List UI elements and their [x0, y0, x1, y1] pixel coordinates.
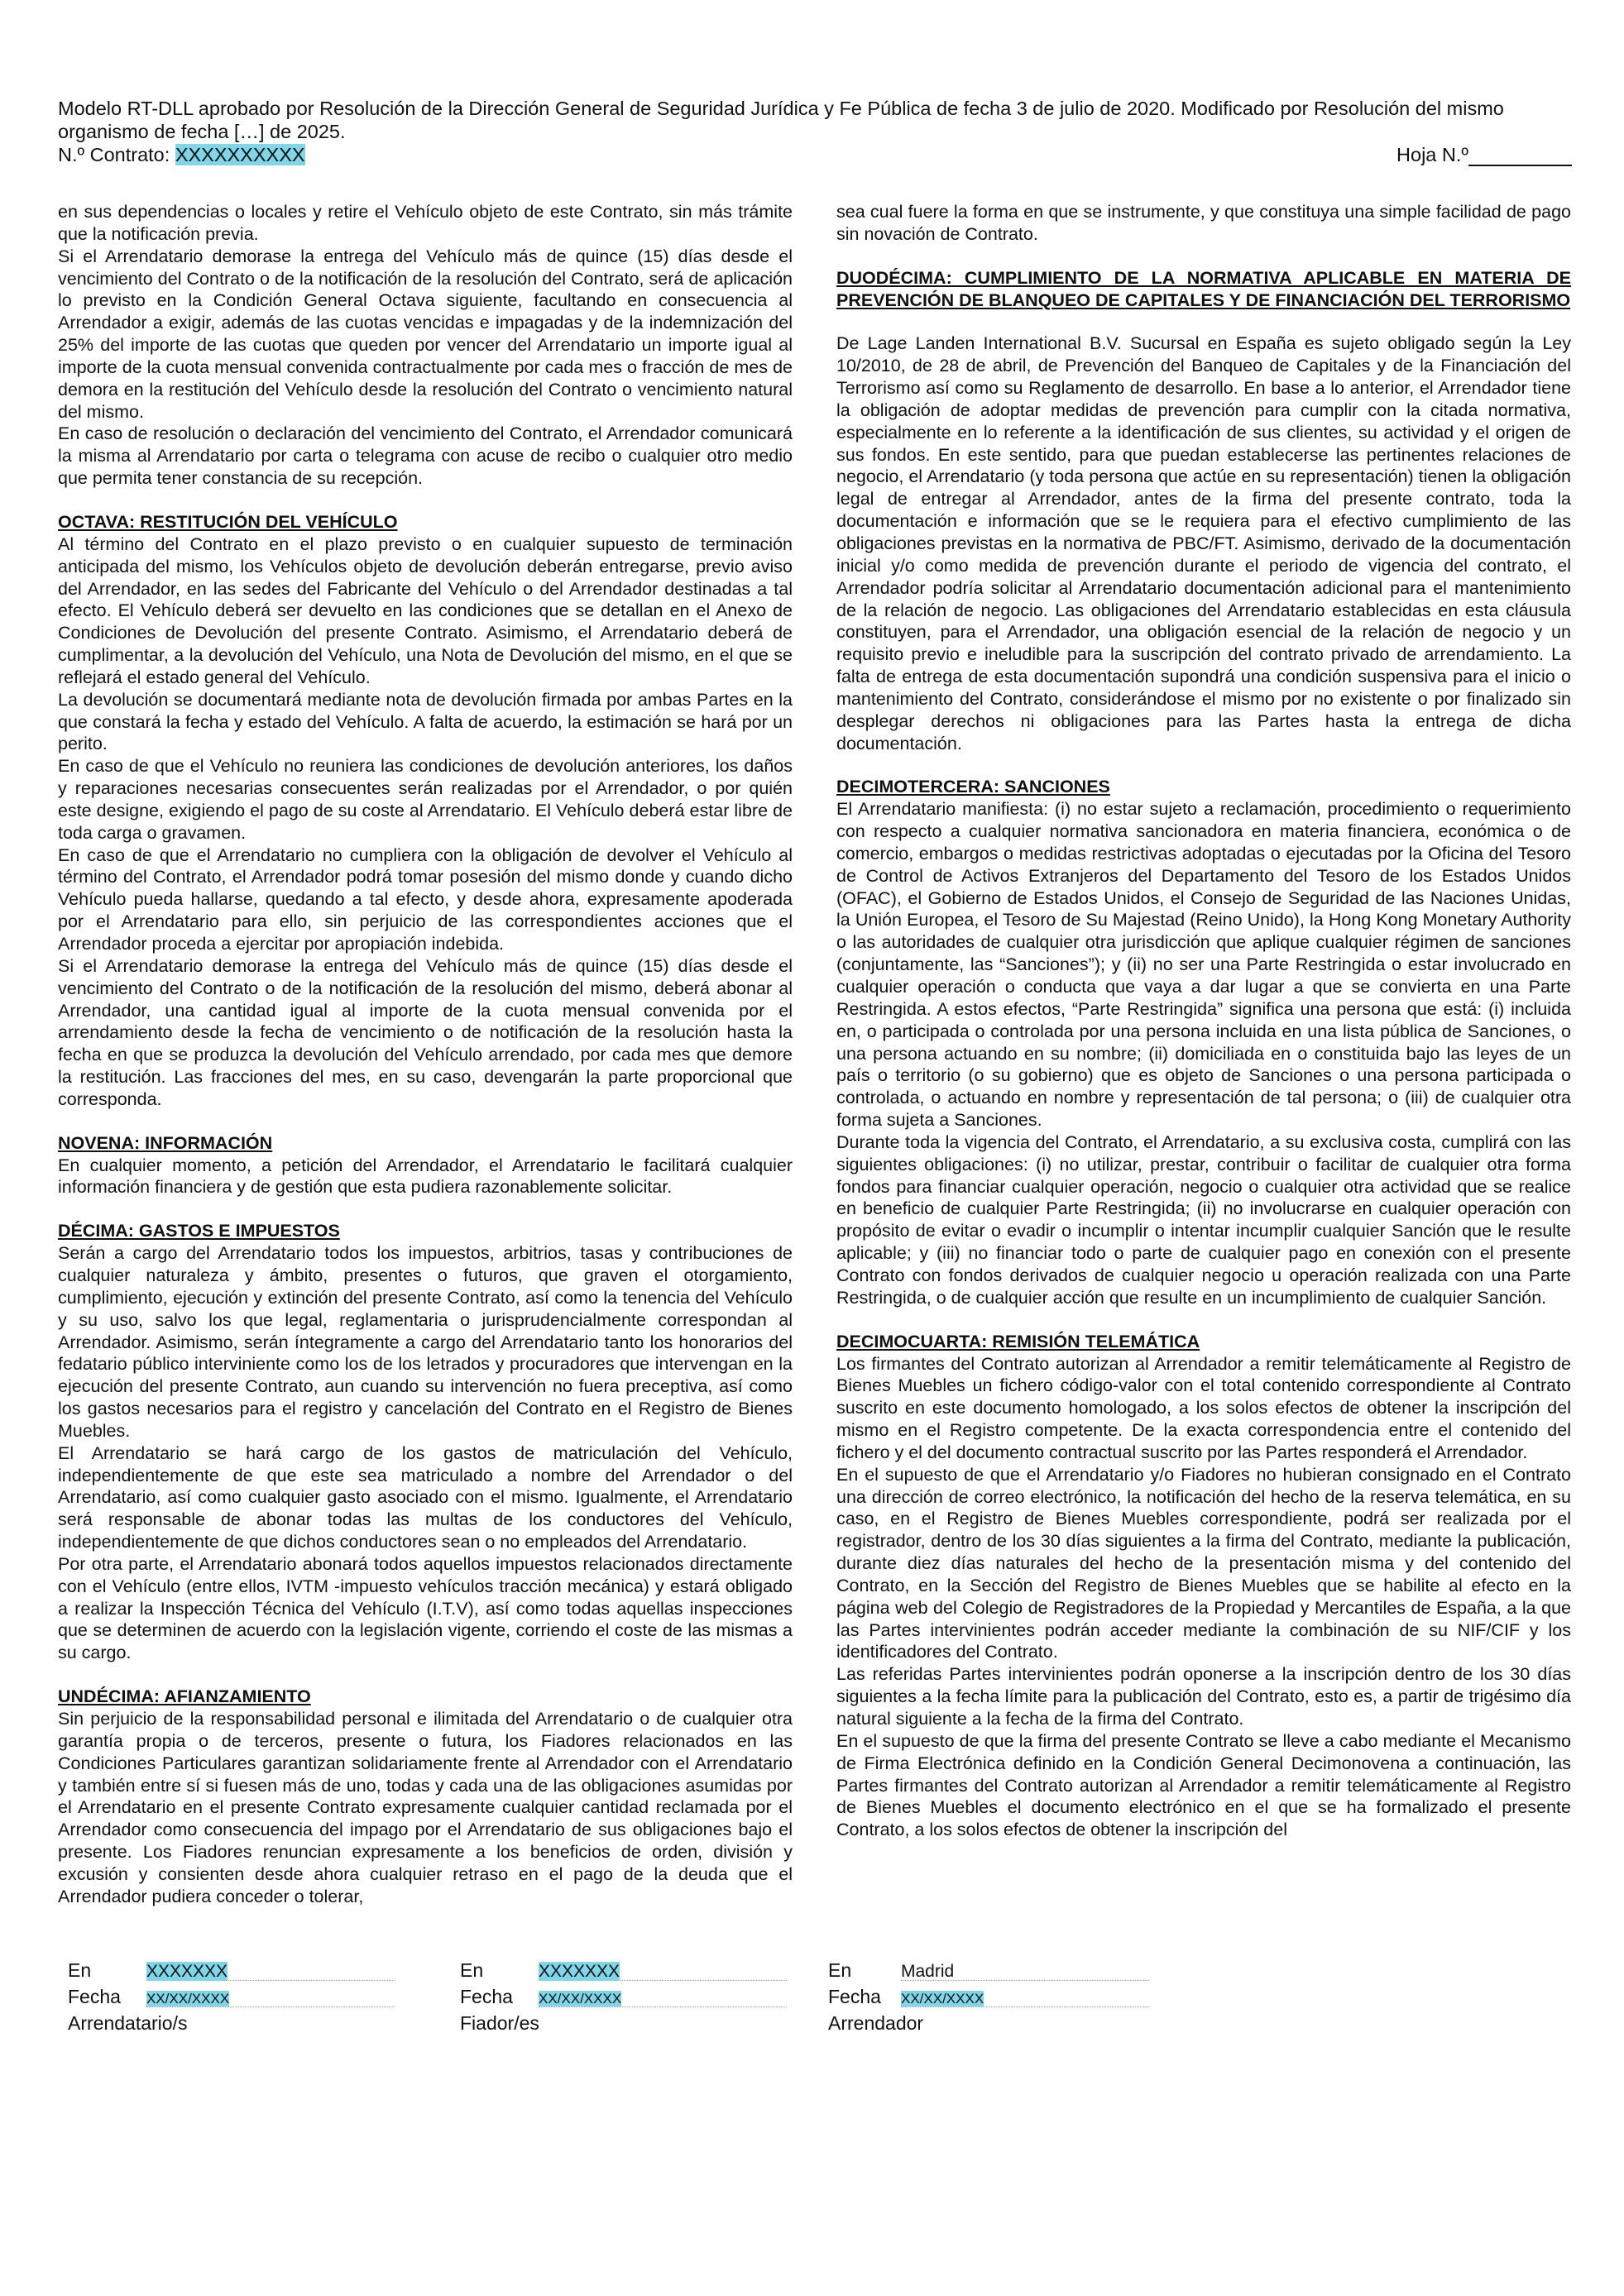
- place-field[interactable]: [539, 1957, 787, 1981]
- date-field[interactable]: [146, 1983, 395, 2007]
- paragraph: Si el Arrendatario demorase la entrega del Vehículo más de quince (15) días desde el vencimiento del Contrato o de la notificación de la resolución del Contrato, será de aplicación lo previsto en la Condición General Octava siguiente, facultando en consecuencia al Arrendador a exigir, además de las cuotas vencidas e impagadas y de la indemnización del 25% del importe de las cuotas que queden por vencer del Arrendatario un importe igual al importe de la cuota mensual convenida contractualmente por cada mes o fracción de mes de demora en la restitución del Vehículo desde la resolución del Contrato o vencimiento natural del mismo.: [58, 246, 793, 422]
- paragraph: Durante toda la vigencia del Contrato, el Arrendatario, a su exclusiva costa, cumplirá con las siguientes obligaciones: (i) no utilizar, prestar, contribuir o facilitar de cualquier otra forma fondos para financiar cualquier operación, negocio o cualquier otra actividad que se realice en beneficio de cualquier Parte Restringida; (ii) no involucrarse en cualquier operación con propósito de evitar o evadir o incumplir o intentar incumplir cualquier Sanción que le resulte aplicable; y (iii) no financiar todo o parte de cualquier pago en conexión con el presente Contrato con fondos derivados de cualquier negocio u operación realizada con una Parte Restringida, o de cualquier acción que resulte en un incumplimiento de cualquier Sanción.: [836, 1131, 1571, 1308]
- paragraph: Sin perjuicio de la responsabilidad personal e ilimitada del Arrendatario o de cualquier otra garantía propia o de terceros, presente o futura, los Fiadores relacionados en las Condiciones Particulares garantizan solidariamente frente al Arrendador con el Arrendatario y también entre sí si fuesen más de uno, todas y cada una de las obligaciones asumidas por el Arrendatario en el presente Contrato expresamente cualquier cantidad reclamada por el Arrendador como consecuencia del impago por el Arrendatario de sus obligaciones bajo el presente. Los Fiadores renuncian expresamente a los beneficios de orden, división y excusión y consienten desde ahora cualquier retraso en el pago de la deuda que el Arrendador pudiera conceder o tolerar,: [58, 1709, 793, 1906]
- paragraph: La devolución se documentará mediante nota de devolución firmada por ambas Partes en la que constará la fecha y estado del Vehículo. A falta de acuerdo, la estimación se hará por un perito.: [58, 689, 793, 754]
- model-approval-text: Modelo RT-DLL aprobado por Resolución de la Dirección General de Seguridad Jurídica y Fe Pública de fecha 3 de julio de 2020. Modificado por Resolución del mismo organismo de fecha […] de 2025.: [58, 98, 1504, 142]
- contract-line: [58, 143, 1572, 166]
- place-label: En: [460, 1959, 484, 1981]
- section-heading-decima: DÉCIMA: GASTOS E IMPUESTOS: [58, 1221, 340, 1241]
- place-field[interactable]: [901, 1957, 1149, 1981]
- paragraph: En caso de que el Vehículo no reuniera las condiciones de devolución anteriores, los daños y reparaciones necesarias consecuentes serán realizadas por el Arrendador, o por quién este designe, exigiendo el pago de su coste al Arrendatario. El Vehículo deberá estar libre de toda carga o gravamen.: [58, 756, 793, 843]
- place-value: XXXXXXX: [146, 1962, 228, 1981]
- section-heading-novena: NOVENA: INFORMACIÓN: [58, 1132, 273, 1153]
- paragraph: En el supuesto de que el Arrendatario y/o Fiadores no hubieran consignado en el Contrato una dirección de correo electrónico, la notificación del hecho de la reserva telemática, en su caso, en el Registro de Bienes Muebles correspondiente, podrá ser realizada por el registrador, dentro de los 30 días siguientes a la firma del Contrato, mediante la publicación, durante diez días naturales del hecho de la presentación misma y del contenido del Contrato, en la Sección del Registro de Bienes Muebles que se habilite al efecto en la página web del Colegio de Registradores de la Propiedad y Mercantiles de España, a la que las Partes intervinientes podrán acceder mediante la combinación de su NIF/CIF y los identificadores del Contrato.: [836, 1464, 1571, 1662]
- section-heading-octava: OCTAVA: RESTITUCIÓN DEL VEHÍCULO: [58, 511, 398, 532]
- section-heading-decimotercera: DECIMOTERCERA: SANCIONES: [836, 777, 1110, 797]
- paragraph: El Arrendatario manifiesta: (i) no estar sujeto a reclamación, procedimiento o requerimiento con respecto a cualquier normativa sancionadora en materia financiera, económica o de comercio, embargos o medidas restrictivas adoptadas o ejecutadas por la Oficina del Tesoro de Control de Activos Extranjeros del Departamento del Tesoro de los Estados Unidos (OFAC), el Gobierno de Estados Unidos, el Consejo de Seguridad de las Naciones Unidas, la Unión Europea, el Tesoro de Su Majestad (Reino Unido), la Hong Kong Monetary Authority o las autoridades de cualquier otra jurisdicción que aplique cualquier régimen de sanciones (conjuntamente, las “Sanciones”); y (ii) no ser una Parte Restringida o estar involucrado en cualquier operación o conducta que vaya a dar lugar a que se convierta en una Parte Restringida. A estos efectos, “Parte Restringida” significa una persona que está: (i) incluida en, o participada o controlada por una persona incluida en una lista pública de Sanciones, o una persona actuando en su nombre; (ii) domiciliada en o constituida bajo las leyes de un país o territorio (o su gobierno) que es objeto de Sanciones o una persona participada o controlada, o actuando en nombre y representación de tal persona; o (iii) de cualquier otra forma sujeta a Sanciones.: [836, 799, 1571, 1131]
- place-label: En: [828, 1959, 852, 1981]
- contract-number-value: XXXXXXXXXX: [175, 144, 305, 165]
- contract-number-label: N.º Contrato:: [58, 144, 170, 165]
- right-column: [836, 201, 1571, 1841]
- date-label: Fecha: [68, 1986, 121, 2007]
- spacer: [836, 311, 1571, 332]
- date-field[interactable]: [901, 1983, 1149, 2007]
- date-label: Fecha: [460, 1986, 513, 2007]
- date-value: XX/XX/XXXX: [146, 1991, 230, 2007]
- left-column: [58, 201, 793, 1908]
- paragraph: Al término del Contrato en el plazo previsto o en cualquier supuesto de terminación anticipada del mismo, los Vehículos objeto de devolución deberán entregarse, previo aviso del Arrendador, en las sedes del Fabricante del Vehículo o del Arrendador destinadas a tal efecto. El Vehículo deberá ser devuelto en las condiciones que se detallan en el Anexo de Condiciones de Devolución del presente Contrato. Asimismo, el Arrendatario deberá de cumplimentar, a la devolución del Vehículo, una Nota de Devolución del mismo, en el que se reflejará el estado general del Vehículo.: [58, 533, 793, 687]
- paragraph: Por otra parte, el Arrendatario abonará todos aquellos impuestos relacionados directamente con el Vehículo (entre ellos, IVTM -impuesto vehículos tracción mecánica) y estará obligado a realizar la Inspección Técnica del Vehículo (I.T.V), así como todas aquellas inspecciones que se determinen de acuerdo con la legislación vigente, corriendo el coste de las mismas a su cargo.: [58, 1553, 793, 1663]
- paragraph: Si el Arrendatario demorase la entrega del Vehículo más de quince (15) días desde el vencimiento del Contrato o de la notificación de la resolución del mismo, deberá abonar al Arrendador, una cantidad igual al importe de la cuota mensual convenida por el arrendamiento desde la fecha de vencimiento o de notificación de la resolución hasta la fecha en que se produzca la devolución del Vehículo arrendado, por cada mes que demore la restitución. Las fracciones del mes, en su caso, devengarán la parte proporcional que corresponda.: [58, 955, 793, 1109]
- paragraph: sea cual fuere la forma en que se instrumente, y que constituya una simple facilidad de pago sin novación de Contrato.: [836, 202, 1571, 244]
- place-value: XXXXXXX: [539, 1962, 620, 1981]
- section-heading-duodecima: DUODÉCIMA: CUMPLIMIENTO DE LA NORMATIVA APLICABLE EN MATERIA DE PREVENCIÓN DE BLANQUEO DE CAPITALES Y DE FINANCIACIÓN DEL TERRORISMO: [836, 267, 1571, 310]
- paragraph: En caso de resolución o declaración del vencimiento del Contrato, el Arrendador comunicará la misma al Arrendatario por carta o telegrama con acuse de recibo o cualquier otro medio que permita tener constancia de su recepción.: [58, 423, 793, 489]
- signer-role: Arrendatario/s: [68, 2012, 188, 2034]
- sheet-number-label: Hoja N.º: [1396, 144, 1468, 165]
- paragraph: En cualquier momento, a petición del Arrendador, el Arrendatario le facilitará cualquier información financiera y de gestión que esta pudiera razonablemente solicitar.: [58, 1155, 793, 1198]
- paragraph: En el supuesto de que la firma del presente Contrato se lleve a cabo mediante el Mecanismo de Firma Electrónica definido en la Condición General Decimonovena a continuación, las Partes firmantes del Contrato autorizan al Arrendador a remitir telemáticamente al Registro de Bienes Muebles el documento electrónico en el que se ha formalizado el presente Contrato, a los solos efectos de obtener la inscripción del: [836, 1730, 1571, 1840]
- signer-role: Arrendador: [828, 2012, 924, 2034]
- sheet-number: [1396, 143, 1572, 166]
- section-heading-decimocuarta: DECIMOCUARTA: REMISIÓN TELEMÁTICA: [836, 1331, 1200, 1351]
- paragraph: De Lage Landen International B.V. Sucursal en España es sujeto obligado según la Ley 10/2010, de 28 de abril, de Prevención del Banqueo de Capitales y de la Financiación del Terrorismo así como su Reglamento de desarrollo. En base a lo anterior, el Arrendador tiene la obligación de adoptar medidas de prevención para cumplir con la citada normativa, especialmente en lo referente a la identificación de sus clientes, su actividad y el origen de sus fondos. En este sentido, para que puedan establecerse las pertinentes relaciones de negocio, el Arrendatario (y toda persona que actúe en su representación) tienen la obligación legal de entregar al Arrendador, antes de la firma del presente contrato, toda la documentación e información que se le requiera para el efectivo cumplimiento de las obligaciones previstas en la normativa de PBC/FT. Asimismo, derivado de la documentación inicial y/o como medida de prevención durante el periodo de vigencia del contrato, el Arrendador podría solicitar al Arrendatario documentación adicional para el mantenimiento de la relación de negocio. Las obligaciones del Arrendatario establecidas en esta cláusula constituyen, para el Arrendador, una obligación esencial de la relación de negocio y un requisito previo e ineludible para la suscripción del contrato privado de arrendamiento. La falta de entrega de esta documentación supondrá una condición suspensiva para el inicio o mantenimiento del Contrato, considerándose el mismo por no existente o por finalizado sin desplegar derechos ni obligaciones para las Partes hasta la entrega de dicha documentación.: [836, 333, 1571, 753]
- date-field[interactable]: [539, 1983, 787, 2007]
- page-header: [58, 97, 1572, 166]
- paragraph: En caso de que el Arrendatario no cumpliera con la obligación de devolver el Vehículo al término del Contrato, el Arrendador podrá tomar posesión del mismo donde y cuando dicho Vehículo pueda hallarse, quedando a tal efecto, y desde ahora, expresamente apoderada por el Arrendatario para ello, sin perjuicio de las correspondientes acciones que el Arrendador proceda a ejercitar por apropiación indebida.: [58, 844, 793, 954]
- section-heading-undecima: UNDÉCIMA: AFIANZAMIENTO: [58, 1686, 311, 1707]
- place-value: Madrid: [901, 1962, 955, 1981]
- paragraph: El Arrendatario se hará cargo de los gastos de matriculación del Vehículo, independientemente de que este sea matriculado a nombre del Arrendador o del Arrendatario, así como cualquier gasto asociado con el mismo. Igualmente, el Arrendatario será responsable de abonar todas las multas de los conductores del Vehículo, independientemente de que dichos conductores sean o no empleados del Arrendatario.: [58, 1442, 793, 1552]
- place-field[interactable]: [146, 1957, 395, 1981]
- paragraph: Las referidas Partes intervinientes podrán oponerse a la inscripción dentro de los 30 días siguientes a la fecha límite para la publicación del Contrato, esto es, a partir de trigésimo día natural siguiente a la fecha de la firma del Contrato.: [836, 1664, 1571, 1729]
- date-label: Fecha: [828, 1986, 881, 2007]
- paragraph: en sus dependencias o locales y retire el Vehículo objeto de este Contrato, sin más trámite que la notificación previa.: [58, 202, 793, 244]
- signer-role: Fiador/es: [460, 2012, 539, 2034]
- date-value: XX/XX/XXXX: [539, 1991, 622, 2007]
- paragraph: Los firmantes del Contrato autorizan al Arrendador a remitir telemáticamente al Registro de Bienes Muebles un fichero código-valor con el total contenido correspondiente al Contrato suscrito en este documento homologado, a los solos efectos de obtener la inscripción del mismo en el Registro competente. De la exacta correspondencia entre el contenido del fichero y el del documento contractual suscrito por las Partes responderá el Arrendador.: [836, 1353, 1571, 1462]
- paragraph: Serán a cargo del Arrendatario todos los impuestos, arbitrios, tasas y contribuciones de cualquier naturaleza y ámbito, presentes o futuros, que graven el otorgamiento, cumplimiento, ejecución y extinción del presente Contrato, así como la tenencia del Vehículo y su uso, salvo los que legal, reglamentaria o jurisprudencialmente correspondan al Arrendador. Asimismo, serán íntegramente a cargo del Arrendatario tanto los honorarios del fedatario público interviniente como los de los letrados y procuradores que intervengan en la ejecución del presente Contrato, aun cuando su intervención no fuera preceptiva, así como los gastos necesarios para el registro y cancelación del Contrato en el Registro de Bienes Muebles.: [58, 1243, 793, 1441]
- sheet-number-blank: [1468, 146, 1572, 166]
- place-label: En: [68, 1959, 92, 1981]
- date-value: XX/XX/XXXX: [901, 1991, 984, 2007]
